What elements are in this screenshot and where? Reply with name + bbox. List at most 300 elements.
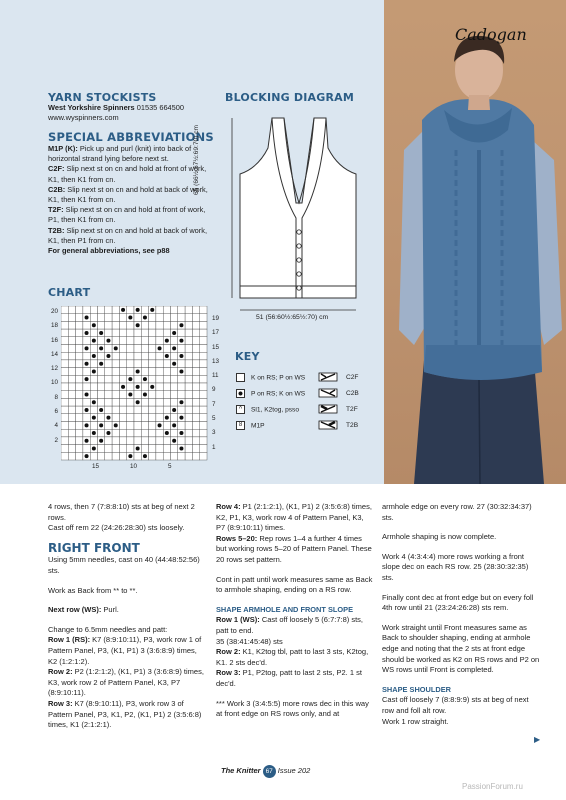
chart-cell [61, 422, 68, 430]
key-t2f: T2F [346, 406, 358, 413]
purl-dot [136, 385, 140, 389]
row-text: Purl. [101, 605, 119, 615]
chart-cell [192, 345, 199, 353]
chart-cell [119, 360, 126, 368]
purl-dot [172, 331, 176, 335]
chart-cell [185, 383, 192, 391]
text-paragraph: armhole edge on every row. 27 (30:32:34:37) sts. [382, 502, 532, 522]
shape-shoulder-heading: SHAPE SHOULDER [382, 684, 451, 694]
purl-dot [106, 416, 110, 420]
key-heading: KEY [235, 350, 260, 363]
chart-cell [192, 429, 199, 437]
chart-cell [127, 337, 134, 345]
chart-cell [156, 321, 163, 329]
chart-cell [68, 437, 75, 445]
chart-cell [192, 452, 199, 460]
chart-cell [127, 437, 134, 445]
chart-cell [185, 452, 192, 460]
chart-cell [185, 345, 192, 353]
pattern-title: Cadogan [455, 25, 527, 44]
stitch-count: 35 (38:41:45:48) sts [216, 636, 283, 646]
chart-cell [185, 414, 192, 422]
chart-cell [156, 414, 163, 422]
purl-dot [99, 439, 103, 443]
column-3 [382, 502, 542, 727]
purl-dot [179, 446, 183, 450]
chart-cell [192, 314, 199, 322]
chart-cell [149, 429, 156, 437]
chart-cell [98, 391, 105, 399]
purl-dot [121, 385, 125, 389]
chart-cell [76, 383, 83, 391]
footer [221, 765, 310, 778]
purl-dot [165, 354, 169, 358]
chart-cell [119, 352, 126, 360]
purl-dot [85, 362, 89, 366]
purl-dot [143, 377, 147, 381]
purl-dot [85, 454, 89, 458]
chart-cell [192, 391, 199, 399]
chart-cell [178, 360, 185, 368]
abbreviations-heading: SPECIAL ABBREVIATIONS [48, 130, 214, 144]
chart-cell [192, 398, 199, 406]
chart-cell [76, 375, 83, 383]
chart-cell [68, 391, 75, 399]
chart-cell [127, 429, 134, 437]
chart-cell [163, 406, 170, 414]
chart-cell [141, 368, 148, 376]
chart-cell [149, 329, 156, 337]
purl-dot [165, 416, 169, 420]
chart-cell [141, 321, 148, 329]
chart-cell [68, 452, 75, 460]
chart-cell [68, 360, 75, 368]
chart-cell [185, 321, 192, 329]
chart-cell [83, 445, 90, 453]
purl-dot [92, 323, 96, 327]
purl-dot [128, 454, 132, 458]
chart-cell [98, 314, 105, 322]
purl-dot [99, 346, 103, 350]
chart-cell [141, 445, 148, 453]
purl-dot [172, 362, 176, 366]
chart-cell [149, 345, 156, 353]
chart-cell [105, 437, 112, 445]
purl-dot [158, 346, 162, 350]
purl-dot [92, 446, 96, 450]
text-paragraph: Cast off rem 22 (24:26:28:30) sts loosely. [48, 523, 185, 533]
chart-cell [119, 406, 126, 414]
chart-cell [61, 360, 68, 368]
row-text: K1, K2tog tbl, patt to last 3 sts, K2tog, K1. 2 sts dec'd. [216, 647, 369, 667]
chart-cell [61, 329, 68, 337]
key-c2b: C2B [346, 390, 359, 397]
chart-cell [90, 422, 97, 430]
text-paragraph: Work as Back from ** to **. [48, 585, 138, 595]
chart-cell [192, 306, 199, 314]
chart-cell [192, 437, 199, 445]
chart-cell [141, 429, 148, 437]
row-number: 1 [212, 443, 216, 451]
abbrev-item [48, 164, 216, 184]
chart-cell [134, 314, 141, 322]
chart-cell [98, 383, 105, 391]
row-text: Cast off loosely 5 (6:7:7:8) sts, patt to end. [216, 615, 363, 635]
chart-cell [68, 345, 75, 353]
chart-cell [61, 345, 68, 353]
chart-cell [83, 429, 90, 437]
chart-cell [156, 437, 163, 445]
chart-cell [119, 414, 126, 422]
chart-cell [68, 321, 75, 329]
chart-cell [119, 398, 126, 406]
chart-cell [83, 306, 90, 314]
purl-dot [106, 354, 110, 358]
chart-cell [149, 422, 156, 430]
continue-arrow-icon: ▶ [534, 735, 541, 744]
chart-cell [112, 406, 119, 414]
row-text: Rep rows 1–4 a further 4 times but working rows 5–20 of Pattern Panel. These 20 rows set pattern. [216, 533, 372, 564]
chart-cell [105, 445, 112, 453]
row-instruction [216, 615, 374, 636]
row-number: 4 [54, 422, 58, 430]
magazine-name: The Knitter [221, 766, 261, 775]
chart-cell [68, 383, 75, 391]
chart-cell [127, 414, 134, 422]
chart-cell [178, 452, 185, 460]
chart-cell [178, 314, 185, 322]
key-item-purl [236, 389, 305, 398]
chart-cell [119, 375, 126, 383]
chart-cell [76, 345, 83, 353]
purl-dot [172, 346, 176, 350]
purl-dot [92, 369, 96, 373]
chart-cell [163, 345, 170, 353]
purl-dot [85, 423, 89, 427]
text-paragraph: Cont in patt until work measures same as Back to armhole shaping, ending on a RS row. [216, 574, 373, 595]
chart-cell [127, 352, 134, 360]
abbrev-item [48, 185, 216, 205]
chart-cell [156, 360, 163, 368]
chart-cell [134, 345, 141, 353]
chart-cell [112, 337, 119, 345]
purl-dot [143, 316, 147, 320]
chart-cell [105, 383, 112, 391]
chart-cell [119, 422, 126, 430]
chart-cell [200, 314, 207, 322]
chart-cell [90, 375, 97, 383]
chart-cell [98, 398, 105, 406]
chart-cell [90, 437, 97, 445]
chart-cell [141, 414, 148, 422]
chart-cell [119, 329, 126, 337]
row-number: 12 [50, 365, 58, 373]
purl-dot [179, 323, 183, 327]
row-number: 19 [212, 315, 220, 322]
issue-number: Issue 202 [277, 766, 311, 775]
row-number: 20 [50, 308, 58, 315]
row-label: Next row (WS): [48, 605, 102, 615]
model-photo [384, 0, 566, 484]
chart-cell [149, 406, 156, 414]
chart-cell [68, 414, 75, 422]
chart-cell [98, 337, 105, 345]
chart-cell [200, 337, 207, 345]
abbrev-item [48, 144, 216, 164]
row-number: 18 [50, 322, 58, 330]
text-paragraph: Work straight until Front measures same as Back to shoulder shaping, ending at armhole edge and noting that the 2 sts at front edge should be worked as K2 on RS rows and P2 on WS rows until Front is completed. [382, 622, 540, 675]
chart-cell [83, 414, 90, 422]
abbrev-text: Slip next st on cn and hold at front of work, K1, then K1 from cn. [48, 164, 207, 184]
chart-cell [185, 391, 192, 399]
key-label: Sl1, K2tog, psso [251, 406, 300, 414]
chart-cell [61, 383, 68, 391]
yarn-supplier: West Yorkshire Spinners [48, 103, 135, 112]
chart-cell [149, 375, 156, 383]
chart-cell [105, 306, 112, 314]
chart-cell [119, 345, 126, 353]
chart-cell [185, 337, 192, 345]
chart-cell [200, 429, 207, 437]
chart-cell [76, 414, 83, 422]
chart-cell [76, 429, 83, 437]
chart-cell [98, 414, 105, 422]
chart-cell [178, 422, 185, 430]
purl-dot [128, 393, 132, 397]
chart-cell [192, 445, 199, 453]
chart-cell [163, 375, 170, 383]
chart-cell [141, 398, 148, 406]
row-instruction [216, 502, 374, 534]
chart-cell [200, 445, 207, 453]
purl-dot [99, 423, 103, 427]
key-item-sl1k2tog [236, 405, 299, 414]
purl-dot [136, 369, 140, 373]
chart-cell [156, 429, 163, 437]
abbrev-term: C2F: [48, 164, 65, 174]
stitch-chart [61, 306, 208, 461]
chart-cell [171, 452, 178, 460]
chart-cell [171, 383, 178, 391]
text-paragraph: *** Work 3 (3:4:5:5) more rows dec in this way at front edge on RS rows only, and at [216, 698, 369, 719]
abbrev-text: Slip next st on cn and hold at back of work, K1, then P1 from cn. [48, 225, 207, 245]
chart-cell [192, 329, 199, 337]
purl-dot [150, 385, 154, 389]
chart-cell [61, 306, 68, 314]
chart-cell [149, 314, 156, 322]
row-text: K7 (8:9:10:11), P3, work row 3 of Pattern Panel, P3, K1, P2, (K1, P1) 2 (3:5:6:8) times, K1 (2:1:2:1). [48, 698, 202, 730]
chart-cell [105, 329, 112, 337]
chart-cell [68, 352, 75, 360]
chart-cell [200, 352, 207, 360]
chart-cell [200, 383, 207, 391]
chart-cell [134, 360, 141, 368]
chart-cell [76, 406, 83, 414]
purl-dot [143, 454, 147, 458]
chart-cell [156, 306, 163, 314]
chart-cell [149, 337, 156, 345]
chart-cell [90, 345, 97, 353]
chart-cell [68, 368, 75, 376]
chart-cell [141, 422, 148, 430]
purl-dot [172, 408, 176, 412]
row-number: 13 [212, 357, 220, 365]
chart-cell [127, 321, 134, 329]
text-paragraph: Work 1 row straight. [382, 716, 449, 726]
chart-cell [61, 406, 68, 414]
chart-left-row-numbers [46, 305, 58, 448]
abbrev-term: M1P (K): [48, 144, 78, 153]
chart-cell [163, 398, 170, 406]
knit-symbol-icon [236, 373, 245, 382]
chart-cell [61, 375, 68, 383]
chart-cell [76, 398, 83, 406]
chart-cell [163, 368, 170, 376]
chart-cell [98, 368, 105, 376]
row-instruction [216, 668, 374, 689]
chart-cell [192, 406, 199, 414]
m1p-symbol-icon: 8 [236, 421, 245, 430]
chart-cell [185, 398, 192, 406]
chart-cell [185, 445, 192, 453]
chart-cell [171, 414, 178, 422]
purl-dot [92, 431, 96, 435]
chart-cell [105, 314, 112, 322]
row-number: 16 [50, 336, 58, 344]
purl-dot [92, 400, 96, 404]
chart-cell [61, 314, 68, 322]
purl-dot [114, 346, 118, 350]
chart-cell [98, 321, 105, 329]
chart-cell [141, 345, 148, 353]
chart-cell [178, 406, 185, 414]
key-t2b: T2B [346, 422, 359, 429]
row-label: Row 1 (WS): [216, 615, 260, 625]
chart-cell [76, 314, 83, 322]
purl-dot [99, 408, 103, 412]
chart-cell [119, 445, 126, 453]
chart-cell [163, 445, 170, 453]
abbreviations-list [48, 144, 216, 256]
chart-cell [200, 375, 207, 383]
chart-cell [156, 391, 163, 399]
purl-dot [121, 308, 125, 312]
general-abbrev-note: For general abbreviations, see p88 [48, 246, 170, 256]
chart-cell [68, 429, 75, 437]
chart-cell [61, 368, 68, 376]
row-text: P2 (1:2:1:2), (K1, P1) 3 (3:6:8:9) times, K3, work row 2 of Pattern Panel, K3, P7 (8:9:10:11). [48, 667, 204, 698]
chart-cell [112, 452, 119, 460]
chart-cell [163, 383, 170, 391]
chart-cell [192, 352, 199, 360]
chart-cell [127, 360, 134, 368]
chart-cell [185, 306, 192, 314]
row-number: 10 [50, 379, 58, 387]
chart-cell [156, 337, 163, 345]
chart-cell [200, 398, 207, 406]
chart-cell [163, 314, 170, 322]
purl-dot [179, 416, 183, 420]
purl-dot [179, 431, 183, 435]
purl-dot [85, 316, 89, 320]
chart-cell [163, 321, 170, 329]
chart-cell [156, 383, 163, 391]
purl-dot [150, 308, 154, 312]
chart-cell [61, 414, 68, 422]
chart-cell [68, 337, 75, 345]
purl-dot [136, 308, 140, 312]
chart-cell [141, 437, 148, 445]
purl-dot [92, 339, 96, 343]
cable-symbols [318, 372, 348, 434]
chart-cell [68, 406, 75, 414]
key-label: M1P [251, 422, 265, 430]
row-number: 15 [212, 343, 220, 351]
chart-cell [163, 306, 170, 314]
chart-cell [185, 375, 192, 383]
text-paragraph: Finally cont dec at front edge but on every foll 4th row until 21 (23:24:26:28) sts rem. [382, 592, 534, 613]
purl-dot [136, 400, 140, 404]
chart-cell [134, 437, 141, 445]
row-instruction [48, 667, 206, 699]
chart-cell [200, 437, 207, 445]
blocking-diagram [224, 108, 374, 323]
chart-cell [178, 345, 185, 353]
chart-cell [192, 414, 199, 422]
chart-cell [185, 429, 192, 437]
chart-cell [200, 329, 207, 337]
chart-cell [185, 352, 192, 360]
chart-cell [83, 368, 90, 376]
chart-cell [76, 422, 83, 430]
chart-cell [68, 314, 75, 322]
chart-cell [61, 437, 68, 445]
chart-cell [61, 337, 68, 345]
purl-dot [85, 393, 89, 397]
chart-cell [192, 383, 199, 391]
chart-cell [149, 360, 156, 368]
text-paragraph: 4 rows, then 7 (7:8:8:10) sts at beg of next 2 rows. [48, 502, 195, 522]
purl-dot [85, 346, 89, 350]
chart-cell [134, 391, 141, 399]
chart-cell [127, 368, 134, 376]
chart-cell [192, 422, 199, 430]
chart-cell [105, 398, 112, 406]
chart-cell [119, 437, 126, 445]
chart-cell [98, 375, 105, 383]
chart-cell [90, 406, 97, 414]
text-paragraph: Work 4 (4:3:4:4) more rows working a front slope dec on each RS row. 25 (28:30:32:35) sts. [382, 551, 529, 582]
chart-cell [105, 360, 112, 368]
row-label: Row 2: [48, 667, 73, 677]
decrease-symbol-icon: ^ [236, 405, 245, 414]
chart-cell [112, 391, 119, 399]
purl-dot [99, 331, 103, 335]
key-item-m1p [236, 421, 265, 430]
chart-cell [112, 414, 119, 422]
row-label: Rows 5–20: [216, 533, 258, 543]
chart-cell [90, 306, 97, 314]
chart-cell [119, 368, 126, 376]
chart-cell [76, 437, 83, 445]
row-instruction [216, 534, 374, 566]
chart-col-10: 10 [130, 463, 138, 470]
chart-cell [200, 406, 207, 414]
chart-cell [141, 352, 148, 360]
chart-cell [76, 445, 83, 453]
yarn-url[interactable]: www.wyspinners.com [48, 113, 119, 123]
chart-cell [61, 352, 68, 360]
